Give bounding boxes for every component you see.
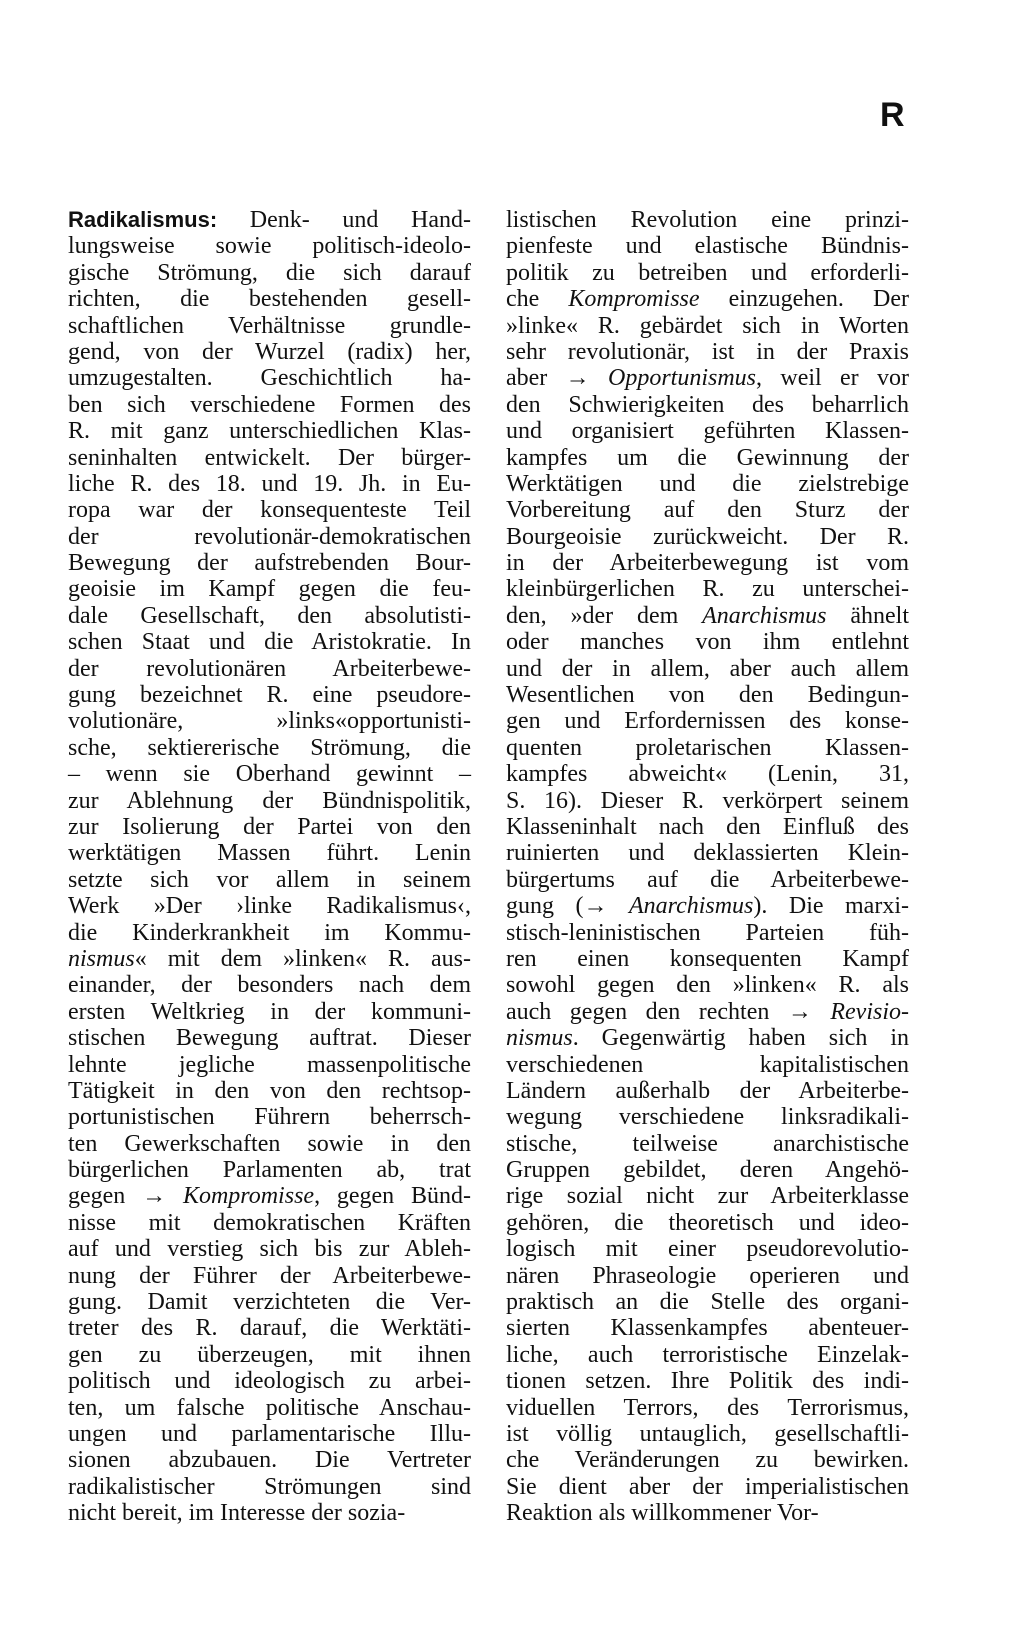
text-line: der revolutionär-demokratischen <box>68 523 471 550</box>
text-line: sowohl gegen den »linken« R. als <box>506 972 909 999</box>
text-line: schaftlichen Verhältnisse grundle- <box>68 312 471 339</box>
text-line: »linke« R. gebärdet sich in Worten <box>506 312 909 339</box>
text-line: tionen setzen. Ihre Politik des indi- <box>506 1368 909 1395</box>
text-line: Bewegung der aufstrebenden Bour- <box>68 550 471 577</box>
text-line: quenten proletarischen Klassen- <box>506 734 909 761</box>
cross-reference: Kompromisse <box>568 286 700 313</box>
text-line: nisse mit demokratischen Kräften <box>68 1209 471 1236</box>
text-line: stischen Bewegung auftrat. Dieser <box>68 1025 471 1052</box>
text-line: die Kinderkrankheit im Kommu- <box>68 919 471 946</box>
text-line: und der in allem, aber auch allem <box>506 655 909 682</box>
text-line: geoisie im Kampf gegen die feu- <box>68 576 471 603</box>
text-line: setzte sich vor allem in seinem <box>68 866 471 893</box>
text-line: Gruppen gebildet, deren Angehö- <box>506 1157 909 1184</box>
text-line: seninhalten entwickelt. Der bürger- <box>68 444 471 471</box>
text-line: den, »der dem Anarchismus ähnelt <box>506 602 909 629</box>
text-line: gehören, die theoretisch und ideo- <box>506 1209 909 1236</box>
headword: Radikalismus: <box>68 207 218 232</box>
text-line: – wenn sie Oberhand gewinnt – <box>68 761 471 788</box>
text-line: gen und Erfordernissen des konse- <box>506 708 909 735</box>
text-line: dale Gesellschaft, den absolutisti- <box>68 602 471 629</box>
text-line: S. 16). Dieser R. verkörpert seinem <box>506 787 909 814</box>
text-line: volutionäre, »links«opportunisti- <box>68 708 471 735</box>
text-line: Tätigkeit in den von den rechtsop- <box>68 1077 471 1104</box>
text-line: Werktätigen und die zielstrebige <box>506 470 909 497</box>
text-line: portunistischen Führern beherrsch- <box>68 1104 471 1131</box>
text-line: ersten Weltkrieg in der kommuni- <box>68 998 471 1025</box>
text-line: viduellen Terrors, des Terrorismus, <box>506 1394 909 1421</box>
text-line: ungen und parlamentarische Illu- <box>68 1420 471 1447</box>
right-column <box>506 207 909 1527</box>
text-line: wegung verschiedene linksradikali- <box>506 1104 909 1131</box>
text-line: auch gegen den rechten → Revisio- <box>506 998 909 1025</box>
text-line: treter des R. darauf, die Werktäti- <box>68 1315 471 1342</box>
text-line: Bourgeoisie zurückweicht. Der R. <box>506 523 909 550</box>
text-line: kampfes abweicht« (Lenin, 31, <box>506 761 909 788</box>
text-line: politik zu betreiben und erforderli- <box>506 259 909 286</box>
text-line: bürgerlichen Parlamenten ab, trat <box>68 1157 471 1184</box>
text-line: gung. Damit verzichteten die Ver- <box>68 1289 471 1316</box>
text-line: und organisiert geführten Klassen- <box>506 418 909 445</box>
text-line: in der Arbeiterbewegung ist vom <box>506 550 909 577</box>
text-line: sehr revolutionär, ist in der Praxis <box>506 338 909 365</box>
text-line: Reaktion als willkommener Vor- <box>506 1500 819 1527</box>
text-line: che Veränderungen zu bewirken. <box>506 1447 909 1474</box>
text-line: nismus« mit dem »linken« R. aus- <box>68 945 471 972</box>
text-line: praktisch an die Stelle des organi- <box>506 1289 909 1316</box>
text-line: ruinierten und deklassierten Klein- <box>506 840 909 867</box>
cross-reference: Kompromisse <box>182 1183 315 1210</box>
cross-reference: nismus <box>506 1025 573 1052</box>
text-line: oder manches von ihm entlehnt <box>506 629 909 656</box>
text-line: lehnte jegliche massenpolitische <box>68 1051 471 1078</box>
text-line: der revolutionären Arbeiterbewe- <box>68 655 471 682</box>
text-line: che Kompromisse einzugehen. Der <box>506 286 909 313</box>
text-line: zur Isolierung der Partei von den <box>68 813 471 840</box>
text-line: sierten Klassenkampfes abenteuer- <box>506 1315 909 1342</box>
text-line: rige sozial nicht zur Arbeiterklasse <box>506 1183 909 1210</box>
text-line: sche, sektiererische Strömung, die <box>68 734 471 761</box>
text-line: schen Staat und die Aristokratie. In <box>68 629 471 656</box>
text-line: politisch und ideologisch zu arbei- <box>68 1368 471 1395</box>
text-line: lungsweise sowie politisch-ideolo- <box>68 233 471 260</box>
text-line: listischen Revolution eine prinzi- <box>506 207 909 233</box>
text-line: verschiedenen kapitalistischen <box>506 1051 909 1078</box>
text-line: liche R. des 18. und 19. Jh. in Eu- <box>68 470 471 497</box>
text-line: logisch mit einer pseudorevolutio- <box>506 1236 909 1263</box>
text-line: Radikalismus: Denk- und Hand- <box>68 207 471 233</box>
text-line: radikalistischer Strömungen sind <box>68 1473 471 1500</box>
text-line: richten, die bestehenden gesell- <box>68 286 471 313</box>
text-line: stische, teilweise anarchistische <box>506 1130 909 1157</box>
text-line: nären Phraseologie operieren und <box>506 1262 909 1289</box>
text-line: kleinbürgerlichen R. zu unterschei- <box>506 576 909 603</box>
text-line: ten Gewerkschaften sowie in den <box>68 1130 471 1157</box>
text-line: umzugestalten. Geschichtlich ha- <box>68 365 471 392</box>
text-line: Sie dient aber der imperialistischen <box>506 1473 909 1500</box>
cross-reference: Anarchismus <box>702 602 827 629</box>
text-line: Klasseninhalt nach den Einfluß des <box>506 813 909 840</box>
text-line: nicht bereit, im Interesse der sozia- <box>68 1500 406 1527</box>
text-line: gend, von der Wurzel (radix) her, <box>68 338 471 365</box>
text-line: ren einen konsequenten Kampf <box>506 945 909 972</box>
text-line: den Schwierigkeiten des beharrlich <box>506 391 909 418</box>
text-line: bürgertums auf die Arbeiterbewe- <box>506 866 909 893</box>
text-line: aber → Opportunismus, weil er vor <box>506 365 909 392</box>
text-line: Ländern außerhalb der Arbeiterbe- <box>506 1077 909 1104</box>
text-line: gen zu überzeugen, mit ihnen <box>68 1341 471 1368</box>
text-line: gegen → Kompromisse, gegen Bünd- <box>68 1183 471 1210</box>
text-line: ropa war der konsequenteste Teil <box>68 497 471 524</box>
section-letter: R <box>880 96 905 134</box>
cross-reference: nismus <box>68 945 135 972</box>
text-line: sionen abzubauen. Die Vertreter <box>68 1447 471 1474</box>
text-line: einander, der besonders nach dem <box>68 972 471 999</box>
text-line: auf und verstieg sich bis zur Ableh- <box>68 1236 471 1263</box>
text-line: nung der Führer der Arbeiterbewe- <box>68 1262 471 1289</box>
text-line: Werk »Der ›linke Radikalismus‹, <box>68 893 471 920</box>
cross-reference: Opportunismus <box>607 365 757 392</box>
text-line: stisch-leninistischen Parteien füh- <box>506 919 909 946</box>
left-column <box>68 207 471 1527</box>
text-line: Wesentlichen von den Bedingun- <box>506 682 909 709</box>
text-line: gung (→ Anarchismus). Die marxi- <box>506 893 909 920</box>
text-line: nismus. Gegenwärtig haben sich in <box>506 1025 909 1052</box>
text-line: ten, um falsche politische Anschau- <box>68 1394 471 1421</box>
text-line: ist völlig untauglich, gesellschaftli- <box>506 1420 909 1447</box>
cross-reference: Revisio- <box>830 998 909 1025</box>
text-line: zur Ablehnung der Bündnispolitik, <box>68 787 471 814</box>
text-line: R. mit ganz unterschiedlichen Klas- <box>68 418 471 445</box>
text-line: gische Strömung, die sich darauf <box>68 259 471 286</box>
text-line: Vorbereitung auf den Sturz der <box>506 497 909 524</box>
text-line: kampfes um die Gewinnung der <box>506 444 909 471</box>
text-line: werktätigen Massen führt. Lenin <box>68 840 471 867</box>
text-line: pienfeste und elastische Bündnis- <box>506 233 909 260</box>
cross-reference: Anarchismus <box>628 893 754 920</box>
text-line: ben sich verschiedene Formen des <box>68 391 471 418</box>
text-line: gung bezeichnet R. eine pseudore- <box>68 682 471 709</box>
text-line: liche, auch terroristische Einzelak- <box>506 1341 909 1368</box>
